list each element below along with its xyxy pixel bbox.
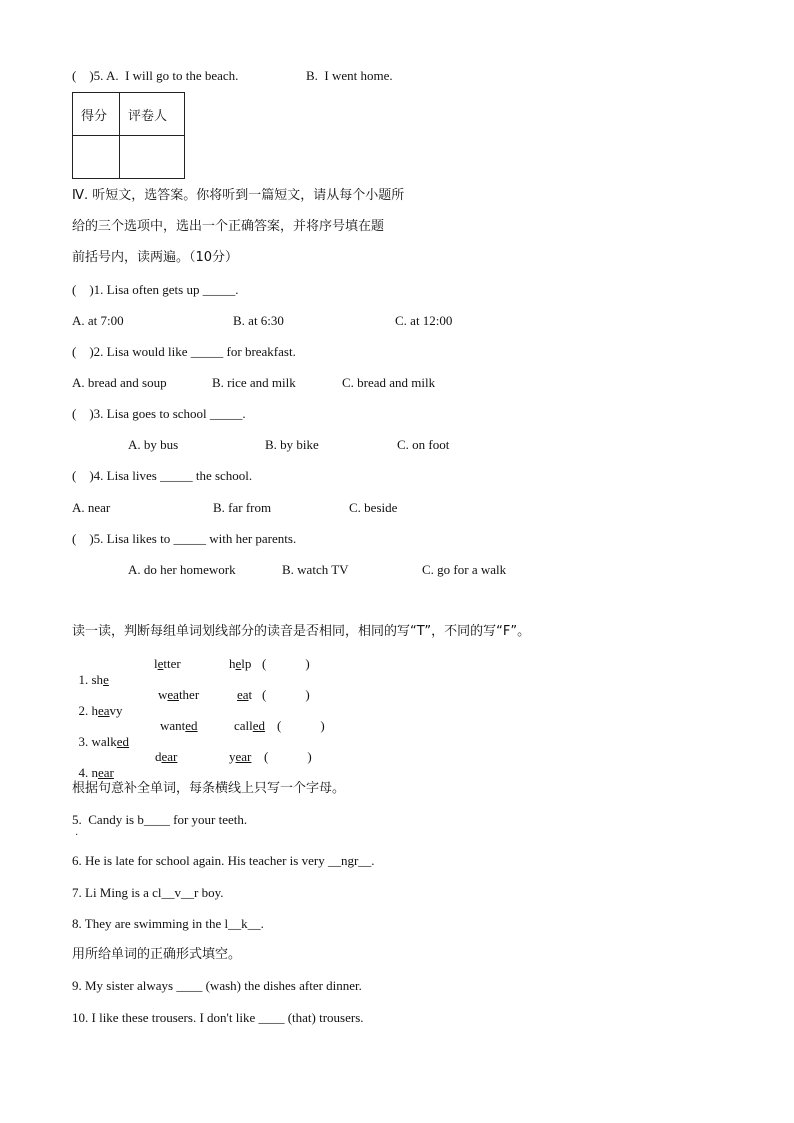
listening-question-stem: ( )3. Lisa goes to school _____.	[72, 406, 246, 421]
phonics-word	[158, 687, 199, 703]
fill-letters-item: 6. He is late for school again. His teacher is very __ngr__.	[72, 853, 375, 868]
underlined-part: ea	[237, 687, 249, 702]
word-part: t	[248, 687, 253, 702]
section-4-title: Ⅳ. 听短文，选答案。你将听到一篇短文，请从每个小题所	[72, 188, 405, 203]
score-table	[72, 92, 185, 179]
fill-letters-item: 8. They are swimming in the l__k__.	[72, 916, 264, 931]
word-part: h	[91, 703, 98, 718]
listening-option-a: A. bread and soup	[72, 375, 167, 390]
word-part: want	[160, 718, 186, 733]
listening-option-b: B. far from	[213, 500, 272, 515]
listening-question-stem: ( )1. Lisa often gets up _____.	[72, 282, 239, 297]
word-part: sh	[91, 672, 104, 687]
score-cell	[73, 136, 120, 179]
underlined-part: ed	[116, 734, 130, 749]
listening-option-b: B. by bike	[265, 437, 319, 452]
phonics-word	[229, 656, 251, 672]
phonics-row	[72, 749, 114, 781]
listening-question-stem: ( )2. Lisa would like _____ for breakfast.	[72, 344, 296, 359]
fill-letters-instruction: 根据句意补全单词，每条横线上只写一个字母。	[72, 781, 346, 796]
answer-parentheses: ( )	[262, 656, 310, 671]
phonics-row	[72, 656, 109, 688]
underlined-part: ear	[235, 749, 252, 764]
listening-option-c: C. bread and milk	[342, 375, 436, 390]
prev-question-5: ( )5. A. I will go to the beach.	[72, 68, 239, 83]
fill-letters-item: 7. Li Ming is a cl__v__r boy.	[72, 885, 224, 900]
phonics-word	[229, 749, 251, 765]
phonics-num: 1.	[78, 672, 92, 687]
word-part: lp	[241, 656, 252, 671]
section-4-title-line2: 给的三个选项中，选出一个正确答案，并将序号填在题	[72, 219, 385, 234]
word-part: tter	[163, 656, 181, 671]
underlined-part: ear	[161, 749, 178, 764]
listening-option-c: C. beside	[349, 500, 398, 515]
word-form-item: 10. I like these trousers. I don't like ____ (that) trousers.	[72, 1010, 364, 1025]
listening-option-c: C. on foot	[397, 437, 450, 452]
word-part: call	[234, 718, 253, 733]
listening-option-a: A. do her homework	[128, 562, 236, 577]
phonics-word	[155, 749, 177, 765]
phonics-row	[72, 687, 123, 719]
underlined-part: ea	[98, 703, 110, 718]
underlined-part: e	[235, 656, 242, 671]
underlined-part: e	[157, 656, 164, 671]
underlined-part: ed	[252, 718, 266, 733]
answer-parentheses: ( )	[262, 687, 310, 702]
phonics-word	[160, 718, 198, 734]
score-header: 得分	[73, 93, 120, 136]
phonics-word	[154, 656, 181, 672]
word-part: ther	[178, 687, 200, 702]
grader-header: 评卷人	[120, 93, 185, 136]
answer-parentheses: ( )	[277, 718, 325, 733]
word-part: vy	[109, 703, 123, 718]
section-4-title-line3: 前括号内，读两遍。（10分）	[72, 250, 239, 265]
listening-option-c: C. go for a walk	[422, 562, 507, 577]
word-part: y	[229, 749, 236, 764]
answer-parentheses: ( )	[264, 749, 312, 764]
word-part: n	[91, 765, 98, 780]
phonics-num: 2.	[78, 703, 92, 718]
phonics-num: 3.	[78, 734, 92, 749]
word-part: h	[229, 656, 236, 671]
word-part: d	[155, 749, 162, 764]
listening-option-a: A. near	[72, 500, 111, 515]
word-part: w	[158, 687, 168, 702]
listening-option-a: A. by bus	[128, 437, 179, 452]
listening-option-b: B. rice and milk	[212, 375, 296, 390]
word-part: walk	[91, 734, 117, 749]
phonics-instruction: 读一读，判断每组单词划线部分的读音是否相同，相同的写“T”，不同的写“F”。	[72, 624, 531, 639]
listening-option-b: B. watch TV	[282, 562, 349, 577]
prev-question-5-option-b: B. I went home.	[306, 68, 393, 83]
underlined-part: ed	[185, 718, 198, 733]
underlined-part: e	[103, 672, 109, 687]
phonics-word	[237, 687, 252, 703]
word-form-instruction: 用所给单词的正确形式填空。	[72, 947, 242, 962]
listening-question-stem: ( )5. Lisa likes to _____ with her parents.	[72, 531, 297, 546]
phonics-num: 4.	[78, 765, 92, 780]
underlined-part: ea	[167, 687, 179, 702]
listening-option-a: A. at 7:00	[72, 313, 124, 328]
listening-question-stem: ( )4. Lisa lives _____ the school.	[72, 468, 253, 483]
grader-cell	[120, 136, 185, 179]
word-part: l	[154, 656, 158, 671]
listening-option-c: C. at 12:00	[395, 313, 453, 328]
listening-option-b: B. at 6:30	[233, 313, 284, 328]
word-form-item: 9. My sister always ____ (wash) the dishes after dinner.	[72, 978, 362, 993]
phonics-row	[72, 718, 129, 750]
underlined-part: ear	[98, 765, 114, 780]
phonics-word	[234, 718, 265, 734]
stray-dot: ·	[75, 830, 79, 841]
fill-letters-item: 5. Candy is b____ for your teeth.	[72, 812, 248, 827]
